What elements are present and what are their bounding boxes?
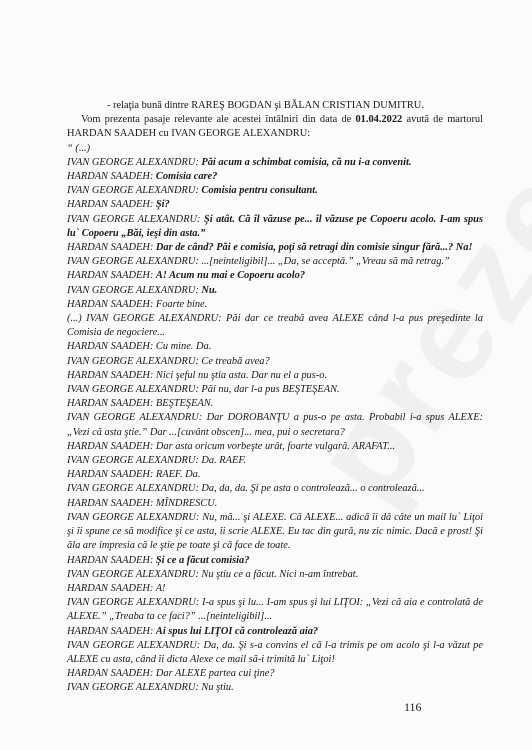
utterance-text: Da. RAEF.: [201, 455, 246, 467]
utterance-text: Comisia pentru consultant.: [201, 185, 318, 197]
speaker-label: IVAN GEORGE ALEXANDRU:: [67, 568, 202, 580]
transcript-line: [67, 497, 483, 511]
utterance-text: Dar asta oricum vorbeşte urât, foarte vulgară. ARAFAT...: [155, 440, 396, 452]
utterance-text: Cu mine. Da.: [155, 341, 212, 353]
transcript-line: [67, 284, 483, 298]
intro-date: 01.04.2022: [355, 114, 403, 126]
speaker-label: IVAN GEORGE ALEXANDRU:: [67, 185, 202, 197]
speaker-label: (...) IVAN GEORGE ALEXANDRU:: [67, 313, 227, 325]
transcript-line: [67, 340, 483, 354]
transcript-line: [67, 255, 483, 269]
speaker-label: IVAN GEORGE ALEXANDRU:: [67, 597, 202, 609]
transcript-line: [67, 156, 483, 170]
utterance-text: I-a spus şi lu... I-am spus şi lui LIŢOI: „Vezi că aia e controlată de ALEXE.” „Treaba ta ce faci?” ...[neinteligibil]...: [67, 597, 483, 623]
transcript-line: [67, 639, 483, 667]
speaker-label: HARDAN SAADEH:: [67, 242, 156, 254]
utterance-text: Dar de când? Păi e comisia, poţi să retragi din comisie singur fără...? Na!: [155, 242, 473, 254]
utterance-text: Păi nu, dar l-a pus BEŞTEŞEAN.: [201, 384, 340, 396]
intro-paragraph: [67, 113, 483, 141]
utterance-text: Comisia care?: [155, 171, 218, 183]
speaker-label: IVAN GEORGE ALEXANDRU:: [67, 284, 202, 296]
speaker-label: IVAN GEORGE ALEXANDRU:: [67, 213, 204, 225]
utterance-text: Ce treabă avea?: [201, 355, 270, 367]
transcript-line: [67, 411, 483, 439]
utterance-text: Nu ştiu ce a făcut. Nici n-am întrebat.: [201, 568, 359, 580]
transcript: [67, 142, 483, 696]
utterance-text: Dar DOROBANŢU a pus-o pe asta. Probabil i-a spus ALEXE: „Vezi că asta ştie.” Dar ...[cuvânt obscen]... mea, pui o secretara?: [67, 412, 483, 438]
speaker-label: HARDAN SAADEH:: [67, 625, 156, 637]
transcript-line: [67, 397, 483, 411]
speaker-label: IVAN GEORGE ALEXANDRU:: [67, 639, 204, 651]
speaker-label: HARDAN SAADEH:: [67, 398, 156, 410]
speaker-label: IVAN GEORGE ALEXANDRU:: [67, 483, 202, 495]
transcript-line: [67, 142, 483, 156]
transcript-line: [67, 355, 483, 369]
transcript-line: [67, 554, 483, 568]
speaker-label: HARDAN SAADEH:: [67, 369, 156, 381]
speaker-label: HARDAN SAADEH:: [67, 270, 156, 282]
speaker-label: HARDAN SAADEH:: [67, 341, 156, 353]
transcript-line: [67, 440, 483, 454]
transcript-line: [67, 312, 483, 340]
utterance-text: RAEF. Da.: [155, 469, 201, 481]
transcript-line: [67, 482, 483, 496]
transcript-line: [67, 213, 483, 241]
transcript-line: [67, 568, 483, 582]
speaker-label: HARDAN SAADEH:: [67, 171, 156, 183]
transcript-line: [67, 596, 483, 624]
speaker-label: HARDAN SAADEH:: [67, 199, 156, 211]
utterance-text: Nu.: [201, 284, 218, 296]
utterance-text: Nu, mă... şi ALEXE. Că ALEXE... adică îi dă câte un mail lu` Liţoi şi îi spune ce să modifice şi ce asta, îi scrie ALEXE. Eu tac din gură, nu zic nimic. Dacă e prost! Şi ăla are impresia că le ştie pe toate şi că face de toate.: [67, 511, 483, 552]
transcript-line: [67, 681, 483, 695]
transcript-line: [67, 298, 483, 312]
transcript-line: [67, 667, 483, 681]
speaker-label: HARDAN SAADEH:: [67, 497, 156, 509]
speaker-label: HARDAN SAADEH:: [67, 469, 156, 481]
utterance-text: Păi acum a schimbat comisia, că nu i-a convenit.: [201, 156, 412, 168]
transcript-line: [67, 383, 483, 397]
utterance-text: Da, da, da. Şi pe asta o controlează... o controlează...: [201, 483, 425, 495]
utterance-text: “ (...): [67, 142, 91, 154]
utterance-text: MÎNDRESCU.: [155, 497, 218, 509]
speaker-label: HARDAN SAADEH:: [67, 298, 156, 310]
utterance-text: Nu ştiu.: [201, 682, 234, 694]
transcript-line: [67, 184, 483, 198]
speaker-label: IVAN GEORGE ALEXANDRU:: [67, 355, 202, 367]
speaker-label: IVAN GEORGE ALEXANDRU:: [67, 412, 207, 424]
utterance-text: A! Acum nu mai e Copoeru acolo?: [155, 270, 306, 282]
utterance-text: Nici şeful nu ştia asta. Dar nu el a pus-o.: [155, 369, 328, 381]
utterance-text: BEŞTEŞEAN.: [155, 398, 214, 410]
document-body: [67, 99, 483, 696]
utterance-text: Foarte bine.: [155, 298, 208, 310]
transcript-line: [67, 625, 483, 639]
utterance-text: Ai spus lui LIŢOI că controlează aia?: [155, 625, 319, 637]
utterance-text: Şi?: [155, 199, 170, 211]
utterance-text: Păi dar ce treabă avea ALEXE când l-a pus preşedinte la Comisia de negociere...: [67, 313, 483, 339]
speaker-label: HARDAN SAADEH:: [67, 668, 156, 680]
transcript-line: [67, 369, 483, 383]
speaker-label: IVAN GEORGE ALEXANDRU:: [67, 256, 202, 268]
transcript-line: [67, 170, 483, 184]
transcript-line: [67, 468, 483, 482]
utterance-text: Da, da. Şi s-a convins el că l-a trimis pe om acolo şi l-a văzut pe ALEXE cu asta, când îi dicta Alexe ce mail să-i trimită lu` Liţoi!: [67, 639, 483, 665]
utterance-text: ...[neinteligibil]... „Da, se acceptă.” „Vreau să mă retrag.”: [201, 256, 450, 268]
speaker-label: HARDAN SAADEH:: [67, 582, 156, 594]
utterance-text: Şi ce a făcut comisia?: [155, 554, 250, 566]
intro-text-a: Vom prezenta pasaje relevante ale acestei întâlniri din data de: [81, 114, 356, 126]
speaker-label: IVAN GEORGE ALEXANDRU:: [67, 511, 203, 523]
intro-bullet: - relaţia bună dintre RAREŞ BOGDAN şi BĂLAN CRISTIAN DUMITRU.: [107, 100, 424, 111]
transcript-line: [67, 198, 483, 212]
transcript-line: [67, 454, 483, 468]
intro-text-b: avută de martorul HARDAN SAADEH cu IVAN GEORGE ALEXANDRU:: [67, 114, 483, 140]
utterance-text: Şi atât. Că îl văzuse pe... îl văzuse pe Copoeru acolo. I-am spus lu` Copoeru „Băi, ieşi din asta.”: [67, 213, 483, 239]
transcript-line: [67, 582, 483, 596]
transcript-line: [67, 241, 483, 255]
speaker-label: IVAN GEORGE ALEXANDRU:: [67, 384, 202, 396]
speaker-label: IVAN GEORGE ALEXANDRU:: [67, 156, 202, 168]
page-number: 116: [404, 700, 422, 714]
speaker-label: IVAN GEORGE ALEXANDRU:: [67, 455, 202, 467]
transcript-line: [67, 511, 483, 554]
speaker-label: HARDAN SAADEH:: [67, 554, 156, 566]
speaker-label: IVAN GEORGE ALEXANDRU:: [67, 682, 202, 694]
utterance-text: Dar ALEXE partea cui ţine?: [155, 668, 275, 680]
utterance-text: A!: [155, 582, 166, 594]
speaker-label: HARDAN SAADEH:: [67, 440, 156, 452]
transcript-line: [67, 269, 483, 283]
